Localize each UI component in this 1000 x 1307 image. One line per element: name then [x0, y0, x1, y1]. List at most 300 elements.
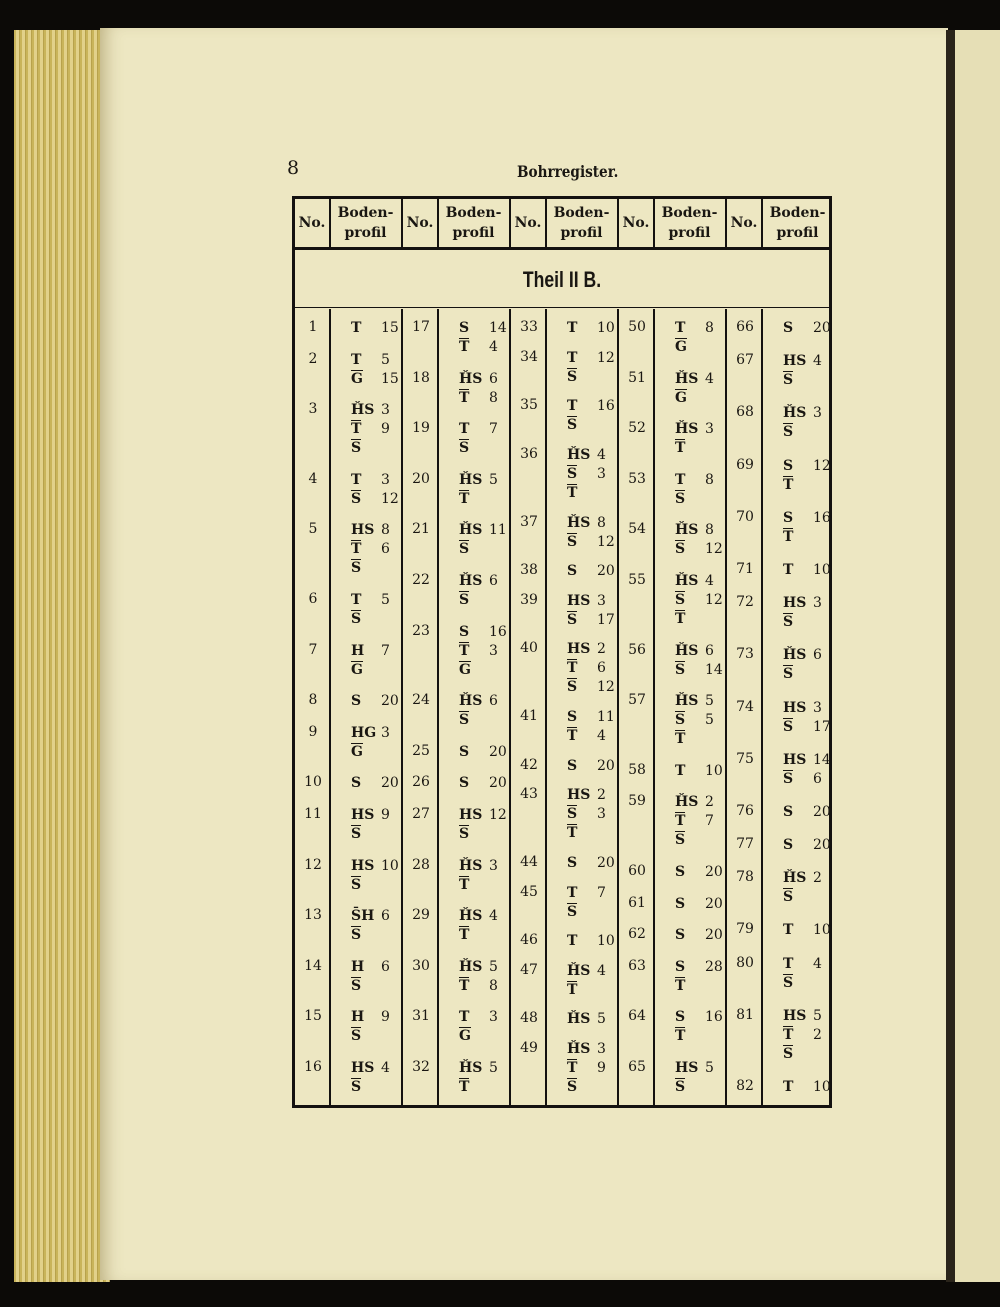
- soil-layer: [783, 1045, 843, 1064]
- soil-layer-thickness: 5: [705, 693, 714, 710]
- soil-layer-thickness: 6: [597, 660, 606, 677]
- soil-layer-symbol: ȞS: [783, 870, 807, 887]
- entry-number: 80: [736, 954, 754, 971]
- soil-layer-thickness: 16: [705, 1009, 723, 1026]
- soil-layer-symbol: T: [459, 389, 470, 406]
- entry-number: 47: [520, 961, 538, 978]
- soil-layer-thickness: 3: [489, 857, 498, 874]
- soil-layer-thickness: 17: [597, 611, 615, 628]
- soil-layer-symbol: HS: [783, 1007, 807, 1024]
- entry-number: 42: [520, 756, 538, 773]
- soil-layer-symbol: ȞS: [783, 405, 807, 422]
- soil-layer-thickness: 3: [597, 592, 606, 609]
- entry-number: 3: [308, 401, 318, 418]
- entry-number: 39: [520, 591, 538, 608]
- entry-number: 60: [628, 863, 646, 879]
- soil-layer-thickness: 20: [813, 320, 831, 336]
- soil-layer-symbol: ȞS: [675, 693, 699, 710]
- soil-layer-symbol: S: [675, 832, 686, 849]
- entry-number: 74: [736, 698, 754, 715]
- soil-layer-thickness: 14: [489, 320, 507, 336]
- entry-number: 67: [736, 352, 754, 369]
- entry-number: 18: [412, 369, 430, 386]
- soil-layer: [783, 974, 843, 993]
- number-column-rule: [437, 309, 439, 1105]
- header-no-label: No.: [514, 215, 542, 231]
- soil-layer-symbol: S: [567, 563, 578, 580]
- soil-layer-symbol: T: [567, 660, 578, 677]
- soil-layer-symbol: S: [567, 611, 578, 628]
- entry-number: 65: [628, 1059, 646, 1075]
- soil-layer-symbol: S: [675, 541, 686, 558]
- entry-number: 62: [628, 926, 646, 943]
- soil-layer-thickness: 20: [813, 837, 831, 854]
- soil-layer-thickness: 12: [813, 457, 831, 474]
- soil-layer-symbol: S: [351, 927, 362, 944]
- running-head: Bohrregister.: [517, 162, 619, 181]
- soil-layer-thickness: 3: [489, 642, 498, 659]
- soil-layer-symbol: T: [459, 421, 470, 438]
- entry-number: 29: [412, 907, 430, 924]
- soil-layer-symbol: ȞS: [459, 370, 483, 387]
- soil-layer-symbol: T: [675, 977, 686, 994]
- entry-number: 35: [520, 397, 538, 414]
- soil-layer: [783, 770, 843, 789]
- soil-layer-symbol: T: [675, 611, 686, 627]
- column-group-rule: [725, 199, 727, 247]
- soil-layer: [783, 1026, 843, 1045]
- header-no-label: No.: [622, 215, 650, 231]
- header-no-label: No.: [298, 215, 326, 231]
- soil-layer-symbol: T: [783, 561, 794, 578]
- soil-layer-symbol: ȞS: [459, 522, 483, 539]
- soil-layer-symbol: S: [351, 490, 362, 507]
- entry-number: 46: [520, 932, 538, 949]
- soil-layer: [783, 423, 843, 442]
- soil-layer-thickness: 20: [597, 563, 615, 580]
- soil-layer-symbol: T: [351, 541, 362, 558]
- entry-number: 44: [520, 853, 538, 870]
- soil-layer-symbol: S: [567, 709, 578, 725]
- soil-layer-symbol: S: [675, 927, 686, 944]
- soil-layer-symbol: S: [567, 1079, 578, 1095]
- entry-number: 81: [736, 1006, 754, 1023]
- entry-number: 76: [736, 802, 754, 819]
- soil-layer-symbol: ȞS: [675, 642, 699, 659]
- soil-layer-thickness: 4: [597, 446, 606, 463]
- soil-layer-symbol: S: [675, 712, 686, 729]
- soil-layer-thickness: 2: [597, 641, 606, 658]
- soil-layer-symbol: S: [567, 465, 578, 482]
- column-group-rule: [401, 199, 403, 247]
- soil-layer-thickness: 10: [705, 762, 723, 779]
- soil-layer-thickness: 6: [489, 573, 498, 589]
- entry-number: 61: [628, 894, 646, 911]
- column-group-rule: [509, 309, 511, 1105]
- soil-layer-symbol: T: [351, 351, 362, 368]
- soil-layer-symbol: HG: [351, 724, 377, 741]
- soil-layer-thickness: 9: [381, 807, 390, 823]
- soil-layer-thickness: 20: [489, 775, 507, 792]
- soil-layer: [783, 509, 843, 528]
- soil-profile: [783, 561, 843, 580]
- soil-layer-symbol: S: [459, 623, 470, 640]
- soil-profile: [783, 594, 843, 632]
- entry-number: 78: [736, 869, 754, 886]
- soil-layer-thickness: 12: [597, 679, 615, 696]
- soil-layer: [783, 1007, 843, 1026]
- entry-number: 37: [520, 513, 538, 530]
- entry-number: 69: [736, 456, 754, 473]
- header-profile-label-line2: profil: [776, 225, 819, 241]
- soil-layer-thickness: 3: [489, 1009, 498, 1026]
- soil-layer-thickness: 12: [597, 533, 615, 550]
- soil-layer-symbol: G: [351, 743, 363, 760]
- soil-layer-symbol: S: [567, 533, 578, 550]
- entry-number: 16: [304, 1059, 322, 1075]
- soil-layer-thickness: 12: [381, 490, 399, 507]
- soil-layer-symbol: S: [351, 826, 362, 842]
- entry-number: 82: [736, 1078, 754, 1094]
- soil-layer-thickness: 15: [381, 370, 399, 387]
- soil-layer-symbol: T: [351, 421, 362, 438]
- entry-number: 56: [628, 641, 646, 658]
- soil-layer-thickness: 11: [489, 522, 507, 539]
- number-column-rule: [545, 199, 547, 247]
- soil-layer-symbol: ȞS: [351, 402, 375, 419]
- soil-layer-symbol: S: [783, 803, 794, 820]
- soil-layer-symbol: T: [459, 490, 470, 507]
- soil-layer-thickness: 4: [597, 728, 606, 744]
- entry-number: 49: [520, 1040, 538, 1056]
- soil-layer-symbol: ȞS: [567, 962, 591, 979]
- entry-number: 15: [304, 1008, 322, 1025]
- soil-layer-thickness: 3: [813, 405, 822, 422]
- number-column-rule: [437, 199, 439, 247]
- soil-layer-symbol: G: [459, 661, 471, 678]
- soil-layer-symbol: ȞS: [567, 446, 591, 463]
- soil-layer-thickness: 10: [381, 857, 399, 874]
- soil-layer-thickness: 6: [489, 370, 498, 387]
- column-group-rule: [401, 309, 403, 1105]
- soil-layer: [783, 404, 843, 423]
- soil-layer-symbol: T: [783, 528, 794, 545]
- soil-layer-symbol: HS: [567, 787, 591, 804]
- soil-layer-thickness: 5: [705, 1060, 714, 1076]
- soil-layer-symbol: H: [351, 642, 365, 659]
- soil-layer-thickness: 2: [813, 870, 822, 887]
- entry-number: 70: [736, 508, 754, 525]
- soil-layer-symbol: S: [567, 368, 578, 385]
- entry-number: 27: [412, 806, 430, 822]
- soil-layer-symbol: T: [567, 349, 578, 366]
- soil-layer-symbol: S: [459, 592, 470, 608]
- soil-layer-thickness: 10: [813, 922, 831, 939]
- soil-layer-symbol: S: [567, 806, 578, 823]
- soil-layer-symbol: G: [675, 389, 687, 406]
- soil-layer: [783, 476, 843, 495]
- entry-number: 26: [412, 774, 430, 791]
- soil-layer-symbol: S: [351, 1079, 362, 1095]
- soil-layer-symbol: S: [675, 490, 686, 507]
- header-profile-label-line1: Boden-: [337, 205, 394, 221]
- entry-number: 21: [412, 521, 430, 538]
- soil-layer-symbol: T: [567, 884, 578, 901]
- soil-layer-symbol: T: [567, 1060, 578, 1076]
- bore-register-table: [292, 196, 832, 1108]
- soil-profile: [783, 836, 843, 855]
- header-profile-label-line2: profil: [452, 225, 495, 241]
- soil-layer-thickness: 20: [705, 895, 723, 912]
- soil-layer-symbol: S: [351, 775, 362, 792]
- soil-layer-thickness: 9: [381, 421, 390, 438]
- section-rule: [295, 307, 829, 308]
- entry-number: 4: [308, 470, 318, 487]
- soil-profile: [783, 699, 843, 737]
- entry-number: 59: [628, 793, 646, 810]
- header-profile-label-line1: Boden-: [769, 205, 826, 221]
- soil-profile: [783, 1007, 843, 1064]
- number-column-rule: [329, 309, 331, 1105]
- soil-layer-symbol: S̄H: [351, 908, 375, 925]
- soil-layer-symbol: T: [567, 320, 578, 336]
- soil-layer-symbol: T: [675, 762, 686, 779]
- header-profile-label: [653, 199, 726, 247]
- soil-layer-symbol: S: [567, 757, 578, 774]
- soil-layer-symbol: S: [459, 541, 470, 558]
- soil-layer: [783, 528, 843, 547]
- soil-layer-thickness: 3: [705, 421, 714, 438]
- soil-layer-symbol: S: [783, 837, 794, 854]
- soil-layer-thickness: 8: [489, 977, 498, 994]
- number-column-rule: [653, 199, 655, 247]
- soil-layer-thickness: 8: [705, 471, 714, 488]
- column-group-rule: [617, 199, 619, 247]
- soil-layer-symbol: T: [675, 471, 686, 488]
- soil-layer-thickness: 4: [705, 573, 714, 589]
- entry-number: 57: [628, 692, 646, 709]
- soil-profile: [783, 803, 843, 822]
- soil-layer-symbol: ȞS: [675, 522, 699, 539]
- entry-number: 5: [308, 521, 318, 538]
- entry-number: 34: [520, 348, 538, 365]
- soil-layer-symbol: S: [351, 440, 362, 457]
- number-column-rule: [545, 309, 547, 1105]
- soil-layer-symbol: T: [459, 977, 470, 994]
- soil-layer-thickness: 4: [813, 955, 822, 972]
- page-number: 8: [287, 157, 300, 179]
- entry-number: 33: [520, 319, 538, 335]
- soil-layer-thickness: 3: [381, 402, 390, 419]
- soil-layer-symbol: S: [783, 372, 794, 389]
- soil-layer-symbol: S: [783, 320, 794, 336]
- soil-layer: [783, 319, 843, 338]
- soil-layer: [783, 352, 843, 371]
- soil-layer-symbol: S: [459, 743, 470, 760]
- soil-layer-thickness: 6: [705, 642, 714, 659]
- soil-layer-symbol: T: [459, 1079, 470, 1095]
- soil-layer-symbol: S: [783, 889, 794, 906]
- soil-profile: [783, 921, 843, 940]
- entry-number: 63: [628, 957, 646, 974]
- soil-layer-symbol: ȞS: [459, 573, 483, 589]
- soil-layer: [783, 921, 843, 940]
- soil-layer-symbol: T: [459, 339, 470, 355]
- soil-layer-symbol: T: [675, 440, 686, 457]
- soil-layer-thickness: 3: [813, 595, 822, 612]
- soil-layer-thickness: 9: [597, 1060, 606, 1076]
- header-profile-label-line2: profil: [668, 225, 711, 241]
- entry-number: 10: [304, 774, 322, 791]
- soil-layer-thickness: 16: [597, 398, 615, 415]
- soil-profile: [783, 869, 843, 907]
- header-profile-label-line1: Boden-: [553, 205, 610, 221]
- soil-layer-thickness: 7: [597, 884, 606, 901]
- soil-layer-thickness: 4: [705, 370, 714, 387]
- soil-layer: [783, 1078, 843, 1097]
- entry-number: 55: [628, 572, 646, 588]
- soil-layer-symbol: ȞS: [567, 514, 591, 531]
- soil-layer-thickness: 3: [597, 1041, 606, 1057]
- soil-layer-symbol: S: [351, 876, 362, 893]
- soil-layer-symbol: G: [459, 1028, 471, 1045]
- soil-layer-thickness: 5: [489, 471, 498, 488]
- soil-layer-thickness: 7: [489, 421, 498, 438]
- soil-layer-symbol: S: [675, 958, 686, 975]
- soil-layer-symbol: S: [783, 614, 794, 631]
- soil-layer-symbol: T: [567, 825, 578, 842]
- soil-layer-symbol: T: [783, 1079, 794, 1095]
- header-profile-label: [545, 199, 618, 247]
- soil-layer-thickness: 7: [381, 642, 390, 659]
- soil-layer-thickness: 3: [813, 699, 822, 716]
- soil-layer-symbol: ȞS: [675, 370, 699, 387]
- soil-layer-thickness: 2: [705, 794, 714, 811]
- number-column-rule: [761, 309, 763, 1105]
- soil-layer-thickness: 6: [381, 958, 390, 975]
- soil-layer-symbol: T: [567, 398, 578, 415]
- soil-layer-thickness: 6: [381, 541, 390, 558]
- soil-layer-thickness: 3: [597, 465, 606, 482]
- header-profile-label: [437, 199, 510, 247]
- soil-layer-thickness: 20: [705, 864, 723, 880]
- entry-number: 58: [628, 761, 646, 778]
- soil-layer-thickness: 15: [381, 320, 399, 336]
- soil-layer-symbol: ȞS: [459, 958, 483, 975]
- soil-layer: [783, 665, 843, 684]
- soil-layer-symbol: ȞS: [783, 647, 807, 664]
- soil-layer-symbol: T: [783, 955, 794, 972]
- soil-layer-thickness: 20: [381, 693, 399, 710]
- soil-layer-symbol: S: [567, 679, 578, 696]
- soil-layer-symbol: ȞS: [675, 421, 699, 438]
- soil-layer-thickness: 20: [489, 743, 507, 760]
- soil-layer-symbol: T: [675, 813, 686, 830]
- soil-layer-thickness: 4: [489, 339, 498, 355]
- header-no-label: No.: [730, 215, 758, 231]
- entry-number: 43: [520, 786, 538, 803]
- soil-layer-symbol: S: [459, 775, 470, 792]
- column-group-rule: [509, 199, 511, 247]
- entry-number: 72: [736, 594, 754, 611]
- soil-layer-thickness: 5: [813, 1007, 822, 1024]
- soil-layer-thickness: 12: [489, 807, 507, 823]
- entry-number: 20: [412, 470, 430, 487]
- soil-layer: [783, 699, 843, 718]
- header-profile-label-line1: Boden-: [661, 205, 718, 221]
- soil-layer-thickness: 5: [489, 958, 498, 975]
- entry-number: 30: [412, 957, 430, 974]
- soil-layer-thickness: 20: [813, 803, 831, 820]
- soil-layer-symbol: HS: [459, 807, 483, 823]
- soil-layer-symbol: S: [675, 661, 686, 678]
- entry-number: 51: [628, 369, 646, 386]
- soil-layer-symbol: S: [567, 903, 578, 920]
- soil-layer-symbol: ȞS: [459, 857, 483, 874]
- soil-layer-symbol: T: [675, 320, 686, 336]
- soil-layer-symbol: ȞS: [675, 573, 699, 589]
- soil-layer-symbol: T: [567, 933, 578, 950]
- soil-layer: [783, 371, 843, 390]
- soil-layer-symbol: T: [783, 922, 794, 939]
- soil-layer-symbol: T: [351, 592, 362, 608]
- header-profile-label: [761, 199, 834, 247]
- soil-layer-symbol: ȞS: [459, 693, 483, 710]
- soil-layer-thickness: 11: [597, 709, 615, 725]
- entry-number: 36: [520, 445, 538, 462]
- entry-number: 28: [412, 856, 430, 873]
- entry-number: 52: [628, 420, 646, 437]
- section-title: Theil II B.: [522, 267, 602, 292]
- entry-number: 38: [520, 562, 538, 579]
- entry-number: 41: [520, 708, 538, 724]
- soil-profile: [783, 319, 843, 338]
- soil-layer-symbol: ȞS: [459, 908, 483, 925]
- soil-layer: [783, 613, 843, 632]
- number-column-rule: [761, 199, 763, 247]
- soil-layer-symbol: T: [567, 981, 578, 998]
- header-profile-label-line1: Boden-: [445, 205, 502, 221]
- soil-layer: [783, 836, 843, 855]
- header-profile-label: [329, 199, 402, 247]
- entry-number: 66: [736, 319, 754, 335]
- soil-layer-symbol: S: [567, 854, 578, 871]
- soil-layer-symbol: T: [783, 476, 794, 493]
- soil-layer-symbol: T: [459, 642, 470, 659]
- soil-layer-thickness: 10: [597, 320, 615, 336]
- soil-layer: [783, 955, 843, 974]
- soil-layer-thickness: 8: [489, 389, 498, 406]
- soil-layer-thickness: 5: [381, 351, 390, 368]
- entry-number: 7: [308, 641, 318, 658]
- column-group-rule: [725, 309, 727, 1105]
- soil-layer-thickness: 16: [489, 623, 507, 640]
- soil-layer-symbol: S: [459, 712, 470, 729]
- soil-layer-thickness: 5: [705, 712, 714, 729]
- entry-number: 71: [736, 560, 754, 577]
- entry-number: 22: [412, 572, 430, 588]
- soil-layer-thickness: 20: [705, 927, 723, 944]
- header-profile-label-line2: profil: [560, 225, 603, 241]
- entry-number: 73: [736, 646, 754, 663]
- soil-layer-symbol: S: [783, 457, 794, 474]
- soil-layer-thickness: 9: [381, 1009, 390, 1026]
- soil-layer-symbol: ȞS: [567, 1011, 591, 1028]
- soil-layer-symbol: S: [675, 895, 686, 912]
- soil-layer-thickness: 12: [705, 592, 723, 608]
- soil-layer-thickness: 6: [489, 693, 498, 710]
- soil-layer-thickness: 5: [381, 592, 390, 608]
